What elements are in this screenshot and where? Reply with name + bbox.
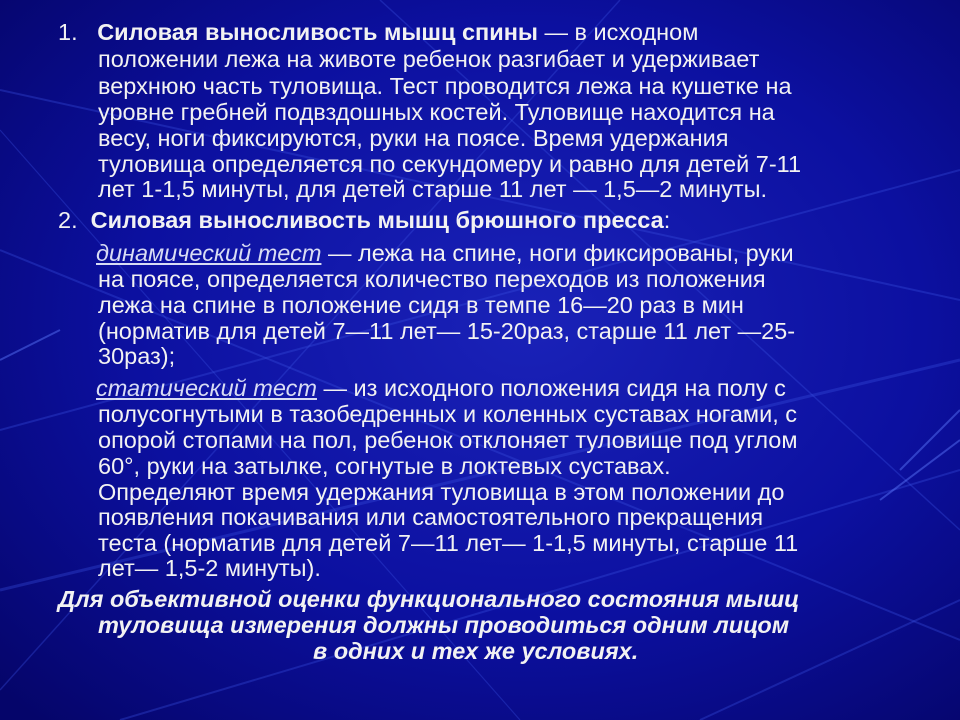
item1-line-6: лет 1-1,5 минуты, для детей старше 11 лет — 1,5—2 минуты. [98,176,768,202]
dynamic-line-1: на поясе, определяется количество переходов из положения [98,266,766,292]
item1-line-4: весу, ноги фиксируются, руки на поясе. Время удержания [98,125,729,151]
static-line-2: опорой стопами на пол, ребенок отклоняет туловище под углом [98,427,798,453]
item1-number: 1. [58,19,78,45]
static-term: статический тест [96,375,317,401]
static-line-4: Определяют время удержания туловища в этом положении до [98,479,785,505]
dynamic-line-4: 30раз); [98,343,176,369]
item1-line-0: — в исходном [537,19,699,45]
dynamic-line-2: лежа на спине в положение сидя в темпе 16—20 раз в мин [98,292,744,318]
dynamic-first-line [96,240,794,267]
item1-line-2: верхнюю часть туловища. Тест проводится лежа на кушетке на [98,73,792,99]
dynamic-term: динамический тест [96,240,322,266]
item1-line-5: туловища определяется по секундомеру и равно для детей 7-11 [98,151,802,177]
static-line-1: полусогнутыми в тазобедренных и коленных суставах ногами, с [98,401,797,427]
static-line-6: теста (норматив для детей 7—11 лет— 1-1,5 минуты, старше 11 [98,530,799,556]
static-line-7: лет— 1,5-2 минуты). [98,555,321,581]
conclusion-line-2: в одних и тех же условиях. [313,638,639,664]
static-line-3: 60°, руки на затылке, согнутые в локтевых суставах. [98,453,671,479]
static-line-0: — из исходного положения сидя на полу с [316,375,786,401]
item2-heading [58,207,670,234]
item2-title-tail: : [663,207,671,233]
item1-line-1: положении лежа на животе ребенок разгибает и удерживает [98,46,760,72]
conclusion-line-1: туловища измерения должны проводиться одним лицом [98,612,790,638]
item2-number: 2. [58,207,78,233]
item1-line-3: уровне гребней подвздошных костей. Туловище находится на [98,99,775,125]
static-first-line [96,375,786,402]
item1-title: Силовая выносливость мышц спины [97,19,538,45]
dynamic-line-0: — лежа на спине, ноги фиксированы, руки [321,240,794,266]
item1-first-line [58,19,698,46]
dynamic-line-3: (норматив для детей 7—11 лет— 15-20раз, старше 11 лет —25- [98,318,796,344]
item2-title: Силовая выносливость мышц брюшного пресса [90,207,664,233]
static-line-5: появления покачивания или самостоятельного прекращения [98,504,764,530]
conclusion-line-0: Для объективной оценки функционального состояния мышц [58,586,800,612]
